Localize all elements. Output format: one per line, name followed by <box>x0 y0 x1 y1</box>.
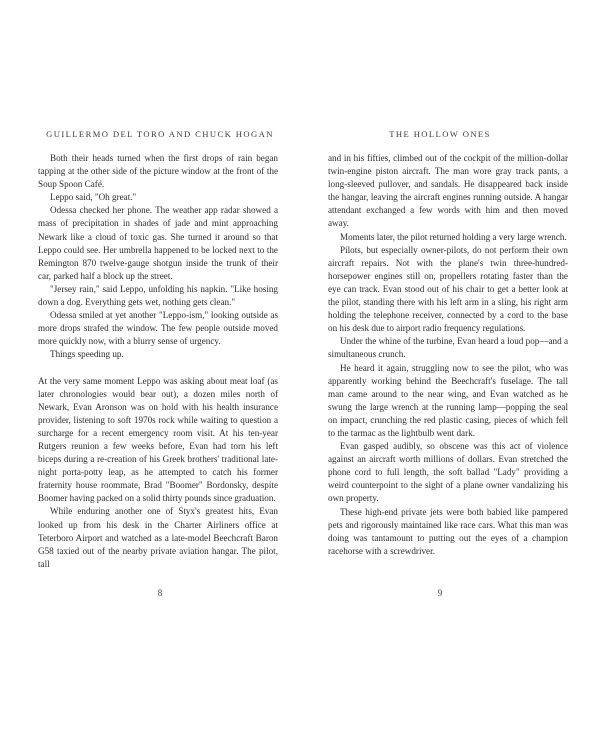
running-head-authors: GUILLERMO DEL TORO AND CHUCK HOGAN <box>46 129 274 139</box>
paragraph: Odessa smiled at yet another "Leppo-ism," looking outside as more drops strafed the window. The few people outside moved more quickly now, with a blurry sense of urgency. <box>38 310 278 347</box>
page-number-left: 8 <box>157 588 163 598</box>
paragraph: Moments later, the pilot returned holding a very large wrench. <box>340 231 567 242</box>
left-text-block <box>38 152 278 571</box>
paragraph-continued: and in his fifties, climbed out of the cockpit of the million-dollar twin-engine piston aircraft. The man wore gray track pants, a long-sleeved pullover, and sandals. He disappeared back inside the hangar, leaving the aircraft engines running outside. A hangar attendant exchanged a few words with him and then moved away. <box>328 153 568 229</box>
paragraph: Evan gasped audibly, so obscene was this act of violence against an aircraft worth millions of dollars. Evan stretched the phone cord to full length, the soft ballad "Lady" providing a weird counterpoint to the sight of a plane owner vandalizing his own property. <box>328 441 568 504</box>
paragraph: Pilots, but especially owner-pilots, do not perform their own aircraft repairs. Not with the plane's twin three-hundred-horsepower engines still on, propellers rotating faster than the eye can track. Evan stood out of his chair to get a better look at the pilot, standing there with his left arm in a sling, his right arm holding the telephone receiver, connected by a cord to the base on his desk due to airport radio frequency regulations. <box>328 244 568 334</box>
paragraph: Under the whine of the turbine, Evan heard a loud pop—and a simultaneous crunch. <box>328 336 568 360</box>
paragraph: "Jersey rain," said Leppo, unfolding his napkin. "Like hosing down a dog. Everything gets wet, nothing gets clean." <box>38 283 278 308</box>
paragraph: These high-end private jets were both babied like pampered pets and rigorously maintained like race cars. What this man was doing was tantamount to putting out the eyes of a champion racehorse with a screwdriver. <box>328 506 568 556</box>
page-number-right: 9 <box>437 588 443 598</box>
right-text-block <box>328 152 568 558</box>
paragraph-section-start: At the very same moment Leppo was asking about meat loaf (as later chronologies would bear out), a dozen miles north of Newark, Evan Aronson was on hold with his health insurance provider, listening to soft 1970s rock while waiting to question a surcharge for a recent emergency room visit. At his ten-year Rutgers reunion a few weeks before, Evan had torn his left biceps during a re-creation of his Greek brothers' traditional late-night porta-potty leap, as he attempted to catch his former fraternity house roommate, Brad "Boomer" Bordonsky, despite Boomer having packed on a solid thirty pounds since graduation. <box>38 375 278 504</box>
paragraph: Both their heads turned when the first drops of rain began tapping at the other side of the picture window at the front of the Soup Spoon Café. <box>38 153 278 190</box>
running-head-title: THE HOLLOW ONES <box>389 129 491 139</box>
paragraph: Odessa checked her phone. The weather app radar showed a mass of precipitation in shades of jade and mint approaching Newark like a cloud of toxic gas. She turned it around so that Leppo could see. Her umbrella happened to be locked next to the Remington 870 twelve-gauge shotgun inside the trunk of their car, parked half a block up the street. <box>38 205 278 281</box>
paragraph: Leppo said, "Oh great." <box>50 192 137 203</box>
paragraph: While enduring another one of Styx's greatest hits, Evan looked up from his desk in the Charter Airliners office at Teterboro Airport and watched as a late-model Beechcraft Baron G58 taxied out of the nearby private aviation hangar. The pilot, tall <box>38 506 278 569</box>
paragraph: Things speeding up. <box>50 349 124 360</box>
right-page <box>300 0 600 750</box>
paragraph: He heard it again, struggling now to see the pilot, who was apparently working behind the Beechcraft's fuselage. The tall man came around to the near wing, and Evan watched as he swung the large wrench at the running lamp—popping the seal on impact, crunching the red plastic casing, pieces of which fell to the tarmac as the lightbulb went dark. <box>328 362 568 438</box>
